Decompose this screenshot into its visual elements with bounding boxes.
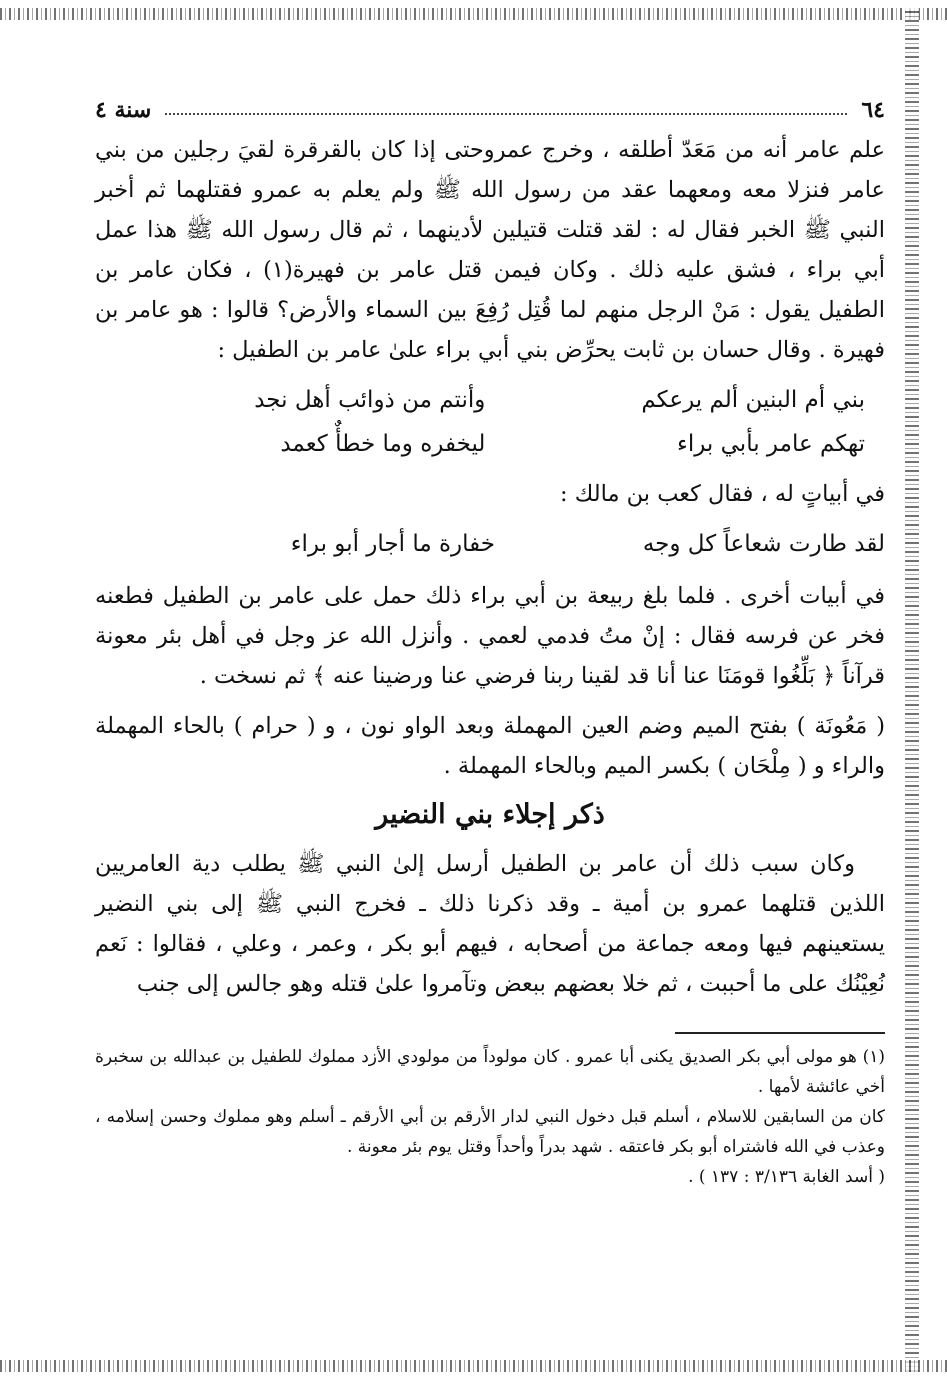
paragraph-3: في أبيات أخرى . فلما بلغ ربيعة بن أبي براء ذلك حمل على عامر بن الطفيل فطعنه فخر عن فرسه فقال : إنْ متُ فدمي لعمي . وأنزل الله عز وجل في أهل بئر معونة قرآناً ﴿ بَلِّغُوا قومَنَا عنا أنا قد لقينا ربنا فرضي عنا ورضينا عنه ﴾ ثم نسخت .: [95, 583, 885, 689]
poem-hassan: [135, 378, 865, 466]
page-number: ٦٤: [861, 97, 885, 123]
footnote-1: (١) هو مولى أبي بكر الصديق يكنى أبا عمرو . كان مولوداً من مولودي الأزد مملوك للطفيل بن عبدالله بن سخبرة أخي عائشة لأمها .: [95, 1047, 885, 1097]
verse-second-hemistich: وأنتم من ذوائب أهل نجد: [254, 387, 486, 413]
paragraph-2: في أبياتٍ له ، فقال كعب بن مالك :: [560, 481, 885, 507]
side-border-ornament: [905, 8, 919, 1372]
verse-first-hemistich: بني أم البنين ألم يرعكم: [641, 387, 865, 413]
poem-verse: [135, 522, 885, 566]
bottom-border-ornament: [0, 1360, 947, 1372]
running-title: سنة ٤: [95, 97, 152, 123]
verse-first-hemistich: لقد طارت شعاعاً كل وجه: [642, 531, 885, 557]
paragraph-5: وكان سبب ذلك أن عامر بن الطفيل أرسل إلىٰ النبي ﷺ يطلب دية العامريين اللذين قتلهما عمرو بن أمية ـ وقد ذكرنا ذلك ـ فخرج النبي ﷺ إلى بني النضير يستعينهم فيها ومعه جماعة من أصحابه ، فيهم أبو بكر ، وعمر ، وعلي ، فقالوا : نَعم نُعِيْنُك على ما أحببت ، ثم خلا بعضهم ببعض وتآمروا علىٰ قتله وهو جالس إلى جنب: [95, 851, 885, 997]
footnotes: [95, 1042, 885, 1192]
poem-verse: [135, 378, 865, 422]
verse-first-hemistich: تهكم عامر بأبي براء: [677, 431, 865, 457]
book-page: [95, 90, 885, 1192]
paragraph-4: ( مَعُونَة ) بفتح الميم وضم العين المهملة وبعد الواو نون ، و ( حرام ) بالحاء المهملة والراء و ( مِلْحَان ) بكسر الميم وبالحاء المهملة .: [95, 713, 885, 779]
paragraph-1: علم عامر أنه من مَعَدّ أطلقه ، وخرج عمروحتى إذا كان بالقرقرة لقيَ رجلين من بني عامر فنزلا معه ومعهما عقد من رسول الله ﷺ ولم يعلم به عمرو فقتلهما ثم أخبر النبي ﷺ الخبر فقال له : لقد قتلت قتيلين لأدينهما ، ثم قال رسول الله ﷺ هذا عمل أبي براء ، فشق عليه ذلك . وكان فيمن قتل عامر بن فهيرة(١) ، فكان عامر بن الطفيل يقول : مَنْ الرجل منهم لما قُتِل رُفِعَ بين السماء والأرض؟ قالوا : هو عامر بن فهيرة . وقال حسان بن ثابت يحرِّض بني أبي براء علىٰ عامر بن الطفيل :: [95, 137, 885, 363]
page-header: [95, 90, 885, 130]
poem-kaab: [135, 522, 885, 566]
section-title: ذكر إجلاء بني النضير: [375, 799, 605, 830]
verse-second-hemistich: خفارة ما أجار أبو براء: [290, 531, 495, 557]
header-dotted-leader: [165, 113, 847, 115]
footnote-1-continued: كان من السابقين للاسلام ، أسلم قبل دخول النبي لدار الأرقم بن أبي الأرقم ـ أسلم وهو مملوك وحسن إسلامه ، وعذب في الله فاشتراه أبو بكر فاعتقه . شهد بدراً وأحداً وقتل يوم بئر معونة .: [95, 1107, 885, 1157]
verse-second-hemistich: ليخفره وما خطأٌ كعمد: [280, 431, 486, 457]
poem-verse: [135, 422, 865, 466]
footnote-separator: [675, 1032, 885, 1034]
footnote-source: ( أسد الغابة ٣/١٣٦ : ١٣٧ ) .: [688, 1167, 885, 1187]
top-border-ornament: [0, 8, 947, 20]
